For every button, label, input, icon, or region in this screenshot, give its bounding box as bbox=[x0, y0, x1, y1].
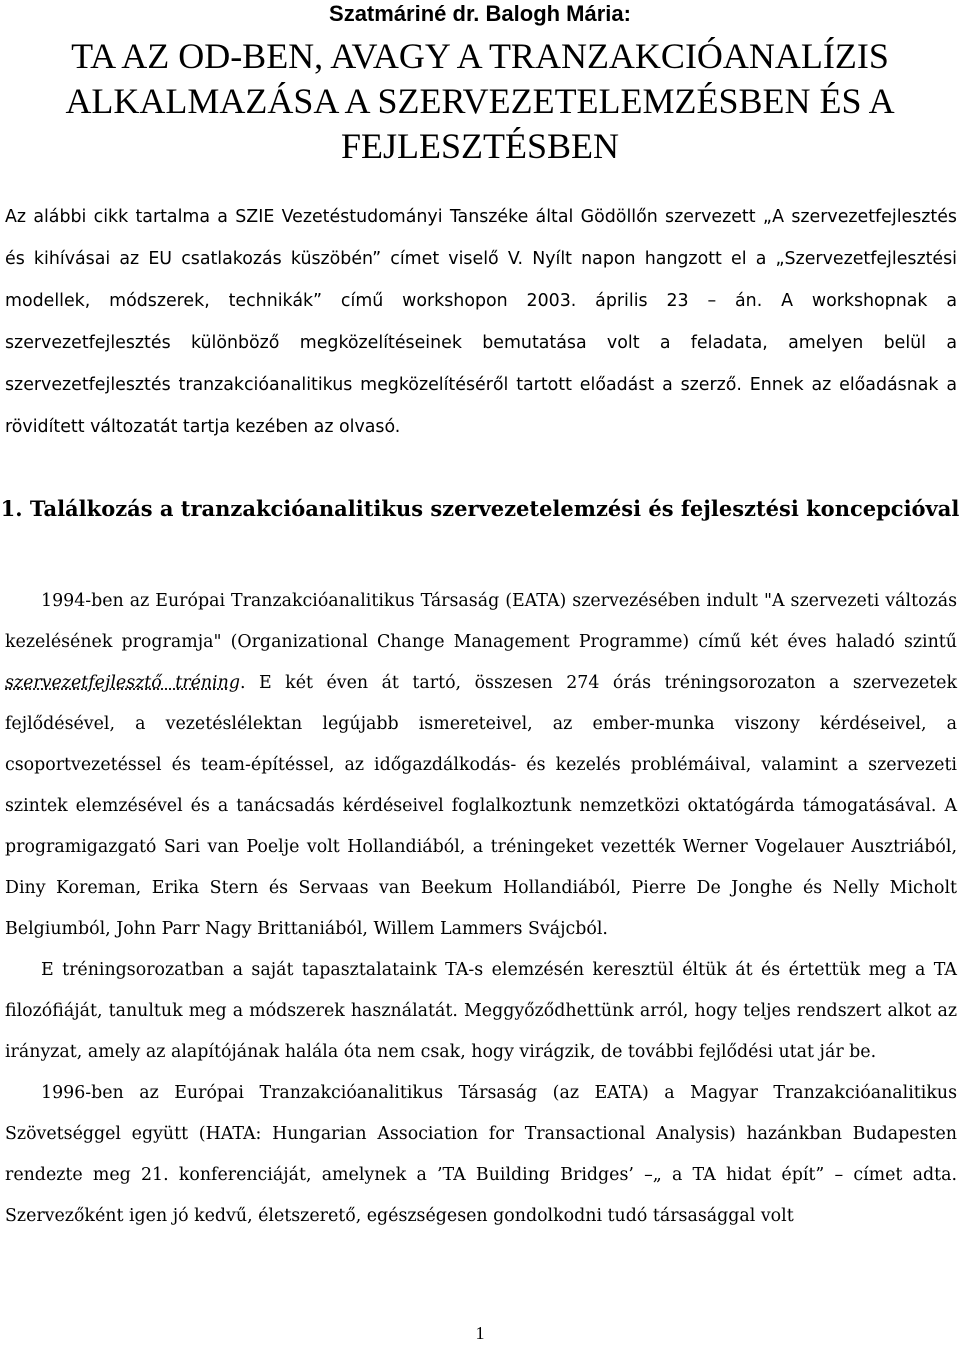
page-number: 1 bbox=[475, 1323, 485, 1343]
body-text bbox=[5, 581, 957, 1237]
body-paragraph: E tréningsorozatban a saját tapasztalataink TA-s elemzésén keresztül éltük át és értettük meg a TA filozófiáját, tanultuk meg a módszerek használatát. Meggyőződhettünk arról, hogy teljes rendszert alkot az irányzat, amely az alapítójának halála óta nem csak, hogy virágzik, de további fejlődési utat jár be. bbox=[5, 960, 957, 1062]
title-line: TA AZ OD-BEN, AVAGY A TRANZAKCIÓANALÍZIS bbox=[71, 36, 889, 76]
italic-term: szervezetfejlesztő tréning bbox=[5, 673, 240, 693]
title-line: ALKALMAZÁSA A SZERVEZETELEMZÉSBEN ÉS A bbox=[65, 81, 895, 121]
body-paragraph: 1994-ben az Európai Tranzakcióanalitikus Társaság (EATA) szervezésében indult "A szervezeti változás kezelésének programja" (Organizational Change Management Programme) című két éves haladó szintű szervezetfejlesztő tréning. E két éven át tartó, összesen 274 órás tréningsorozaton a szervezetek fejlődésével, a vezetéslélektan legújabb ismereteivel, az ember-munka viszony kérdéseivel, a csoportvezetéssel és team-építéssel, az időgazdálkodás- és kezelés problémáival, valamint a szervezeti szintek elemzésével és a tanácsadás kérdéseivel foglalkoztunk nemzetközi oktatógárda támogatásával. A programigazgató Sari van Poelje volt Hollandiából, a tréningeket vezették Werner Vogelauer Ausztriából, Diny Koreman, Erika Stern és Servaas van Beekum Hollandiából, Pierre De Jonghe és Nelly Micholt Belgiumból, John Parr Nagy Brittaniából, Willem Lammers Svájcból. bbox=[5, 591, 957, 939]
document-title bbox=[0, 34, 960, 169]
section-heading: 1. Találkozás a tranzakcióanalitikus szervezetelemzési és fejlesztési koncepcióval bbox=[0, 496, 960, 521]
author-name: Szatmáriné dr. Balogh Mária: bbox=[329, 1, 631, 26]
body-paragraph: 1996-ben az Európai Tranzakcióanalitikus Társaság (az EATA) a Magyar Tranzakcióanalitikus Szövetséggel együtt (HATA: Hungarian Association for Transactional Analysis) hazánkban Budapesten rendezte meg 21. konferenciáját, amelynek a ’TA Building Bridges’ –„ a TA hidat épít” – címet adta. Szervezőként igen jó kedvű, életszerető, egészségesen gondolkodni tudó társasággal volt bbox=[5, 1083, 957, 1226]
intro-paragraph: Az alábbi cikk tartalma a SZIE Vezetéstudományi Tanszéke által Gödöllőn szervezett „A szervezetfejlesztés és kihívásai az EU csatlakozás küszöbén” címet viselő V. Nyílt napon hangzott el a „Szervezetfejlesztési modellek, módszerek, technikák” című workshopon 2003. április 23 – án. A workshopnak a szervezetfejlesztés különböző megközelítéseinek bemutatása volt a feladata, amelyen belül a szervezetfejlesztés tranzakcióanalitikus megközelítéséről tartott előadást a szerző. Ennek az előadásnak a rövidített változatát tartja kezében az olvasó. bbox=[5, 207, 957, 437]
title-line: FEJLESZTÉSBEN bbox=[340, 126, 619, 166]
